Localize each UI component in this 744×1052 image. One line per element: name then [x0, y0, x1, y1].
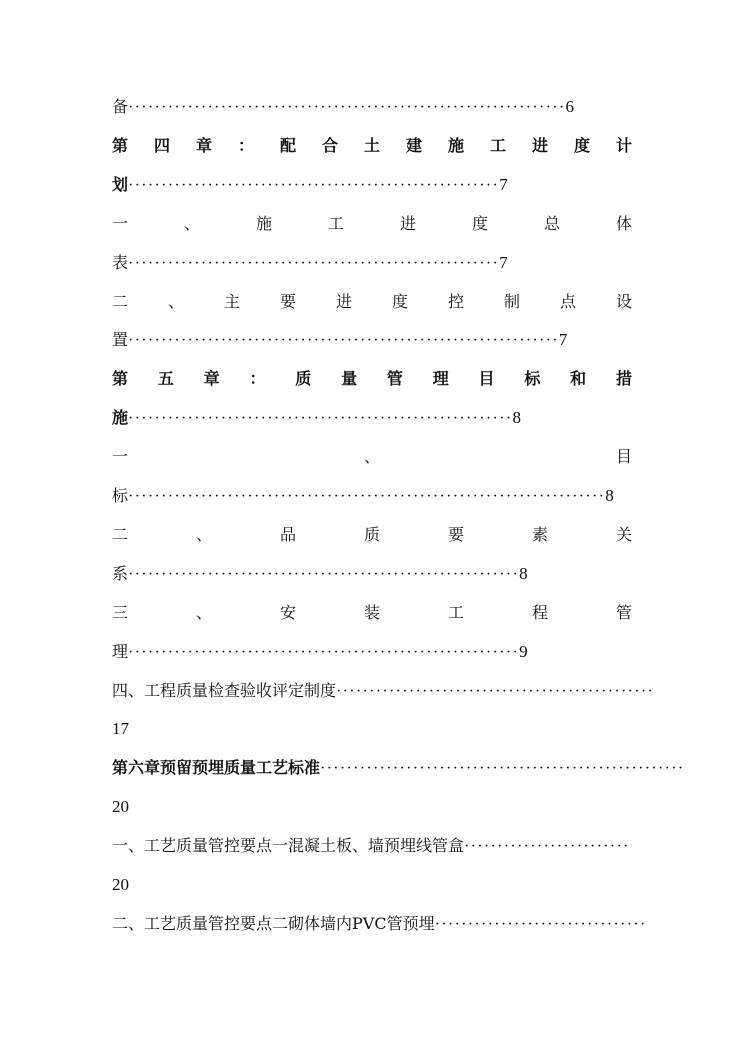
dot-leader: ·······················································	[320, 760, 685, 778]
toc-entry[interactable]	[112, 795, 632, 819]
dot-leader: ·························	[464, 838, 630, 856]
page-number: 9	[519, 641, 528, 661]
toc-entry[interactable]	[112, 251, 632, 275]
page-number: 7	[499, 252, 508, 272]
dot-leader: ···························································	[128, 643, 520, 661]
toc-entry[interactable]: 二、主要进度控制点设	[112, 291, 632, 311]
dot-leader: ···························································	[128, 565, 520, 583]
toc-entry[interactable]	[112, 679, 655, 703]
toc-title: 20	[112, 797, 129, 817]
toc-title: 第六章预留预埋质量工艺标准	[112, 758, 321, 778]
toc-entry[interactable]: 二、品质要素关	[112, 524, 632, 544]
toc-title: 施	[112, 408, 129, 428]
toc-entry[interactable]	[112, 406, 632, 430]
page-number: 7	[558, 330, 568, 350]
toc-entry[interactable]: 第四章：配合土建施工进度计	[112, 135, 632, 155]
toc-title: 系	[112, 563, 129, 583]
toc-entry[interactable]: 一、施工进度总体	[112, 213, 632, 233]
dot-leader: ················································	[336, 682, 655, 700]
toc-entry[interactable]	[112, 173, 632, 197]
toc-title: 理	[112, 641, 129, 661]
toc-entry[interactable]	[112, 95, 632, 119]
toc-title: 四、工程质量检查验收评定制度	[112, 680, 337, 700]
dot-leader: ··································································	[128, 99, 566, 116]
toc-entry[interactable]	[112, 756, 685, 780]
toc-entry[interactable]	[112, 834, 632, 858]
toc-entry[interactable]: 三、安装工程管	[112, 602, 632, 622]
toc-entry[interactable]	[112, 717, 632, 741]
dot-leader: ························································	[128, 254, 500, 272]
toc-title: 二、工艺质量管控要点二砌体墙内PVC管预埋	[112, 913, 435, 933]
toc-entry[interactable]	[112, 640, 632, 664]
toc-entry[interactable]	[112, 873, 632, 897]
page-number: 8	[605, 486, 614, 505]
page-number: 7	[499, 174, 508, 194]
page-number: 8	[512, 408, 521, 428]
dot-leader: ································	[434, 915, 647, 933]
toc-entry[interactable]	[112, 328, 632, 352]
dot-leader: ·································································	[128, 332, 559, 350]
toc-title: 划	[112, 174, 129, 194]
toc-entry[interactable]: 第五章：质量管理目标和措	[112, 369, 632, 389]
toc-title: 备	[112, 97, 129, 116]
toc-title: 17	[112, 719, 129, 739]
toc-entry[interactable]: 一、目	[112, 447, 632, 467]
toc-title: 置	[112, 330, 129, 350]
page-number: 6	[565, 97, 574, 116]
toc-title: 标	[112, 486, 129, 505]
dot-leader: ························································	[128, 176, 500, 194]
page-number: 8	[519, 563, 528, 583]
toc-title: 20	[112, 875, 129, 894]
toc-entry[interactable]	[112, 562, 632, 586]
dot-leader: ········································································	[128, 488, 606, 505]
toc-title: 表	[112, 252, 129, 272]
dot-leader: ··························································	[128, 410, 513, 428]
toc-entry[interactable]	[112, 484, 632, 508]
toc-title: 一、工艺质量管控要点一混凝土板、墙预埋线管盒	[112, 836, 465, 856]
toc-entry[interactable]	[112, 912, 647, 936]
